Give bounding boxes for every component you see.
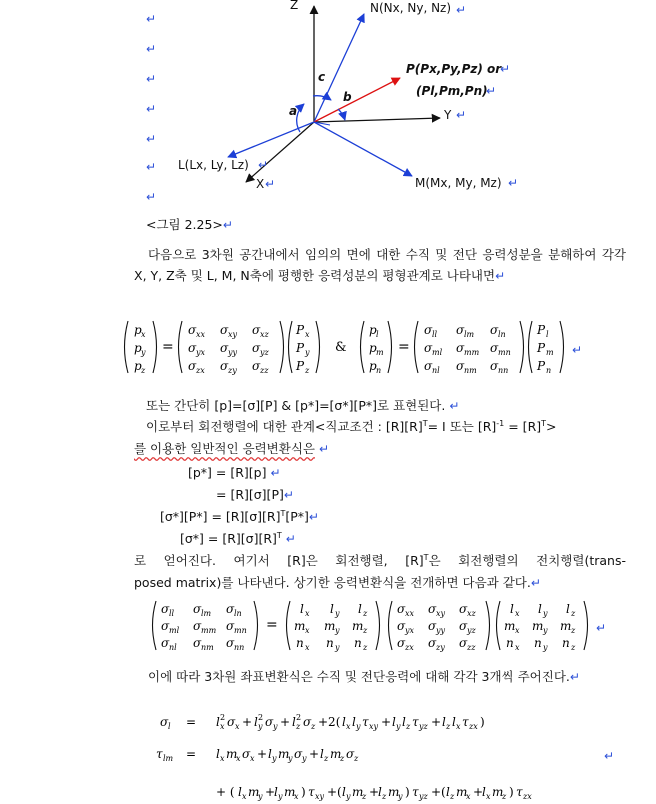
- svg-text:x: x: [305, 643, 310, 652]
- svg-text:n: n: [354, 636, 362, 650]
- svg-text:n: n: [506, 636, 514, 650]
- svg-text:l: l: [292, 715, 296, 729]
- svg-text:y: y: [543, 609, 548, 618]
- svg-text:x: x: [515, 609, 520, 618]
- svg-text:nm: nm: [201, 643, 214, 652]
- z-axis-label: Z: [290, 0, 299, 12]
- svg-text:): ): [301, 785, 306, 799]
- svg-text:ln: ln: [234, 609, 242, 618]
- svg-text:m: m: [330, 747, 342, 761]
- svg-text:P: P: [296, 359, 305, 373]
- return-mark: ↵: [146, 12, 157, 26]
- svg-text:zx: zx: [196, 366, 205, 375]
- svg-text:τ: τ: [412, 785, 419, 799]
- svg-text:l: l: [216, 715, 220, 729]
- svg-text:l: l: [510, 602, 514, 616]
- svg-text:l: l: [392, 715, 396, 729]
- svg-text:xy: xy: [228, 330, 238, 339]
- svg-text:σ: σ: [397, 636, 406, 650]
- svg-text:n: n: [296, 636, 304, 650]
- return-mark: ↵: [456, 108, 467, 122]
- svg-text:lm: lm: [464, 330, 475, 339]
- svg-text:z: z: [571, 626, 576, 635]
- svg-text:z: z: [340, 754, 345, 763]
- svg-text:yz: yz: [419, 722, 428, 731]
- svg-text:z: z: [571, 643, 576, 652]
- svg-text:m: m: [388, 785, 400, 799]
- return-mark: ↵: [508, 176, 519, 190]
- svg-text:z: z: [141, 366, 146, 375]
- svg-text:z: z: [363, 643, 368, 652]
- svg-text:↵: ↵: [596, 621, 607, 635]
- svg-text:=: =: [186, 747, 197, 761]
- svg-text:l: l: [442, 715, 446, 729]
- paragraph-decomposition: 다음으로 3차원 공간내에서 임의의 면에 대한 수직 및 전단 응력성분을 분해하여 각각 X, Y, Z축 및 L, M, N축에 평행한 응력성분의 평형관계로 나타내면↵: [134, 247, 626, 283]
- svg-text:&: &: [335, 340, 347, 355]
- svg-text:σ: σ: [397, 619, 406, 633]
- svg-text:x: x: [236, 754, 241, 763]
- text-rotation-relation: 이로부터 회전행렬에 대한 관계<직교조건 : $[R][R]^T= I$ 또는 $[R]^{-1} = [R]^T>$: [146, 419, 557, 434]
- svg-text:τ: τ: [156, 747, 163, 761]
- svg-text:l: l: [546, 330, 549, 339]
- p-vector-line: [314, 78, 400, 122]
- svg-text:m: m: [560, 619, 572, 633]
- svg-text:n: n: [562, 636, 570, 650]
- svg-text:σ: σ: [161, 636, 170, 650]
- svg-text:y: y: [258, 722, 263, 731]
- svg-text:σ: σ: [490, 341, 499, 355]
- return-mark: ↵: [146, 190, 157, 204]
- svg-text:z: z: [571, 609, 576, 618]
- svg-text:n: n: [326, 636, 334, 650]
- svg-text:ll: ll: [169, 609, 175, 618]
- svg-text:τ: τ: [462, 715, 469, 729]
- svg-text:↵: ↵: [604, 749, 615, 763]
- svg-text:l: l: [274, 785, 278, 799]
- svg-text:σ: σ: [490, 359, 499, 373]
- y-axis-line: [314, 118, 440, 122]
- svg-text:σ: σ: [456, 323, 465, 337]
- svg-text:σ: σ: [242, 747, 251, 761]
- svg-text:x: x: [235, 722, 240, 731]
- svg-text:p: p: [134, 341, 142, 355]
- svg-text:+: +: [309, 747, 320, 761]
- svg-text:ml: ml: [169, 626, 180, 635]
- svg-text:σ: σ: [193, 636, 202, 650]
- svg-text:y: y: [335, 643, 340, 652]
- svg-text:z: z: [446, 722, 451, 731]
- svg-text:y: y: [398, 792, 403, 801]
- svg-text:m: m: [376, 348, 384, 357]
- svg-text:σ: σ: [227, 715, 236, 729]
- svg-text:τ: τ: [308, 785, 315, 799]
- svg-text:l: l: [238, 785, 242, 799]
- svg-text:xz: xz: [260, 330, 269, 339]
- svg-text:zy: zy: [436, 643, 445, 652]
- svg-text:x: x: [305, 330, 310, 339]
- return-mark: ↵: [146, 102, 157, 116]
- return-mark: ↵: [146, 72, 157, 86]
- svg-text:l: l: [320, 747, 324, 761]
- svg-text:l: l: [254, 715, 258, 729]
- svg-text:y: y: [335, 626, 340, 635]
- svg-text:m: m: [532, 619, 544, 633]
- svg-text:zz: zz: [467, 643, 476, 652]
- svg-text:σ: σ: [424, 323, 433, 337]
- svg-text:m: m: [492, 785, 504, 799]
- svg-text:σ: σ: [160, 715, 169, 729]
- svg-text:z: z: [502, 792, 507, 801]
- svg-text:xz: xz: [467, 609, 476, 618]
- formula-sigma-star-p-star: $[\sigma*][P*] = [R][\sigma][R]^T[P*]↵$: [160, 509, 319, 524]
- svg-text:σ: σ: [226, 619, 235, 633]
- svg-text:y: y: [288, 754, 293, 763]
- svg-text:z: z: [362, 792, 367, 801]
- svg-text:y: y: [356, 722, 361, 731]
- svg-text:+: +: [473, 785, 484, 799]
- svg-text:σ: σ: [220, 341, 229, 355]
- svg-text:yz: yz: [419, 792, 428, 801]
- svg-text:xy: xy: [315, 792, 325, 801]
- svg-text:z: z: [363, 626, 368, 635]
- paragraph-rotation-matrix-line2: posed matrix)를 나타낸다. 상기한 응력변환식을 전개하면 다음과 같다.↵: [134, 575, 541, 590]
- svg-text:m: m: [546, 348, 554, 357]
- svg-text:l: l: [378, 785, 382, 799]
- return-mark: ↵: [258, 158, 269, 172]
- paragraph-3d-transform: 이에 따라 3차원 좌표변환식은 수직 및 전단응력에 대해 각각 3개씩 주어진다.↵: [148, 669, 580, 684]
- angle-a-label: a: [289, 104, 298, 118]
- equation-3d-stress-components: [150, 708, 620, 804]
- return-mark: ↵: [146, 132, 157, 146]
- svg-text:P: P: [537, 359, 546, 373]
- svg-text:2: 2: [296, 713, 302, 722]
- svg-text:x: x: [515, 626, 520, 635]
- svg-text:m: m: [352, 785, 364, 799]
- svg-text:y: y: [543, 626, 548, 635]
- svg-text:zx: zx: [523, 792, 532, 801]
- svg-text:): ): [509, 785, 514, 799]
- svg-text:m: m: [248, 785, 260, 799]
- svg-text:p: p: [134, 359, 142, 373]
- svg-text:yz: yz: [467, 626, 476, 635]
- svg-text:σ: σ: [459, 602, 468, 616]
- svg-text:σ: σ: [252, 359, 261, 373]
- svg-text:nn: nn: [234, 643, 245, 652]
- svg-text:m: m: [278, 747, 290, 761]
- svg-text:+: +: [242, 715, 253, 729]
- svg-text:x: x: [294, 792, 299, 801]
- formula-sigma-star: $[\sigma*] = [R][\sigma][R]^T$ ↵: [180, 531, 296, 546]
- svg-text:x: x: [305, 626, 310, 635]
- svg-text:=: =: [186, 715, 197, 729]
- svg-text:σ: σ: [188, 341, 197, 355]
- svg-text:σ: σ: [226, 602, 235, 616]
- svg-text:x: x: [466, 792, 471, 801]
- svg-text:nl: nl: [169, 643, 177, 652]
- stress-axes-figure: [0, 0, 656, 230]
- svg-text:z: z: [311, 722, 316, 731]
- svg-text:nl: nl: [432, 366, 440, 375]
- svg-text:nm: nm: [464, 366, 477, 375]
- svg-text:+(: +(: [327, 785, 342, 799]
- svg-text:P: P: [296, 323, 305, 337]
- svg-text:l: l: [330, 602, 334, 616]
- svg-text:σ: σ: [252, 323, 261, 337]
- svg-text:l: l: [268, 747, 272, 761]
- figure-caption: <그림 2.25>↵: [146, 217, 233, 232]
- svg-text:zx: zx: [405, 643, 414, 652]
- svg-text:zy: zy: [228, 366, 237, 375]
- svg-text:ln: ln: [498, 330, 506, 339]
- svg-text:=: =: [266, 617, 278, 633]
- equation-stress-equilibrium: [120, 318, 610, 378]
- svg-text:P: P: [537, 323, 546, 337]
- svg-text:xx: xx: [405, 609, 415, 618]
- svg-text:+: +: [280, 715, 291, 729]
- l-axis-label: L(Lx, Ly, Lz): [178, 158, 249, 172]
- svg-text:σ: σ: [193, 619, 202, 633]
- svg-text:σ: σ: [428, 602, 437, 616]
- svg-text:σ: σ: [294, 747, 303, 761]
- svg-text:σ: σ: [459, 636, 468, 650]
- svg-text:l: l: [358, 602, 362, 616]
- svg-text:+: +: [381, 715, 392, 729]
- svg-text:+: +: [265, 785, 276, 799]
- svg-text:y: y: [543, 643, 548, 652]
- svg-text:σ: σ: [424, 359, 433, 373]
- svg-text:σ: σ: [456, 341, 465, 355]
- x-axis-label: X: [256, 177, 265, 191]
- svg-text:σ: σ: [220, 323, 229, 337]
- svg-text:+: +: [431, 715, 442, 729]
- svg-text:mn: mn: [498, 348, 511, 357]
- svg-text:2: 2: [220, 713, 226, 722]
- text-general-transform: 를 이용한 일반적인 응력변환식은 ↵: [134, 441, 330, 456]
- svg-text:n: n: [376, 366, 382, 375]
- return-mark: ↵: [456, 3, 467, 17]
- angle-b-arc: [338, 109, 345, 120]
- svg-text:z: z: [406, 722, 411, 731]
- svg-text:p: p: [134, 323, 142, 337]
- svg-text:l: l: [446, 785, 450, 799]
- svg-text:y: y: [302, 754, 307, 763]
- svg-text:m: m: [324, 619, 336, 633]
- x-axis-line: [246, 122, 314, 182]
- svg-text:x: x: [220, 754, 225, 763]
- svg-text:σ: σ: [161, 602, 170, 616]
- svg-text:z: z: [324, 754, 329, 763]
- svg-text:p: p: [369, 323, 377, 337]
- svg-text:↵: ↵: [572, 343, 583, 357]
- svg-text:z: z: [354, 754, 359, 763]
- svg-text:x: x: [220, 722, 225, 731]
- svg-text:2: 2: [258, 713, 264, 722]
- svg-text:τ: τ: [412, 715, 419, 729]
- svg-text:σ: σ: [226, 636, 235, 650]
- l-axis-line: [228, 122, 314, 157]
- svg-text:l: l: [342, 715, 346, 729]
- svg-text:n: n: [534, 636, 542, 650]
- svg-text:y: y: [272, 754, 277, 763]
- svg-text:l: l: [402, 715, 406, 729]
- p-vector-label-line1: P(Px,Py,Pz) or: [406, 62, 502, 76]
- svg-text:xx: xx: [196, 330, 206, 339]
- svg-text:mm: mm: [201, 626, 217, 635]
- paragraph-rotation-matrix-line1: 로 얻어진다. 여기서 [R]은 회전행렬, $[R]^T$은 회전행렬의 전치행렬(trans-: [134, 553, 626, 568]
- svg-text:σ: σ: [424, 341, 433, 355]
- svg-text:y: y: [396, 722, 401, 731]
- svg-text:z: z: [382, 792, 387, 801]
- svg-text:x: x: [346, 722, 351, 731]
- svg-text:σ: σ: [252, 341, 261, 355]
- return-mark: ↵: [486, 84, 497, 98]
- return-mark: ↵: [265, 177, 276, 191]
- svg-text:σ: σ: [346, 747, 355, 761]
- svg-text:xy: xy: [436, 609, 446, 618]
- n-axis-label: N(Nx, Ny, Nz): [370, 1, 452, 15]
- angle-c-label: c: [318, 70, 326, 84]
- svg-text:lm: lm: [201, 609, 212, 618]
- svg-text:): ): [480, 715, 485, 729]
- svg-text:x: x: [242, 792, 247, 801]
- svg-text:z: z: [305, 366, 310, 375]
- return-mark: ↵: [146, 160, 157, 174]
- svg-text:x: x: [486, 792, 491, 801]
- svg-text:σ: σ: [220, 359, 229, 373]
- svg-text:x: x: [305, 609, 310, 618]
- svg-text:=: =: [398, 339, 410, 355]
- svg-text:σ: σ: [193, 602, 202, 616]
- svg-text:x: x: [515, 643, 520, 652]
- svg-text:σ: σ: [397, 602, 406, 616]
- svg-text:yx: yx: [196, 348, 206, 357]
- svg-text:y: y: [273, 722, 278, 731]
- svg-text:p: p: [369, 341, 377, 355]
- svg-text:l: l: [538, 602, 542, 616]
- p-vector-label-line2: (Pl,Pm,Pn): [416, 84, 488, 98]
- return-mark: ↵: [146, 42, 157, 56]
- svg-text:x: x: [250, 754, 255, 763]
- svg-text:m: m: [456, 785, 468, 799]
- formula-r-sigma-p: = [R][σ][P]↵: [216, 487, 294, 502]
- svg-text:ll: ll: [432, 330, 438, 339]
- svg-text:σ: σ: [428, 619, 437, 633]
- svg-text:m: m: [294, 619, 306, 633]
- svg-text:nn: nn: [498, 366, 509, 375]
- svg-text:yz: yz: [260, 348, 269, 357]
- svg-text:z: z: [450, 792, 455, 801]
- svg-text:l: l: [376, 330, 379, 339]
- svg-text:+(: +(: [431, 785, 446, 799]
- svg-text:+ (: + (: [216, 785, 235, 799]
- svg-text:σ: σ: [188, 323, 197, 337]
- text-simple-form: 또는 간단히 [p]=[σ][P] & [p*]=[σ*][P*]로 표현된다. ↵: [146, 398, 460, 413]
- svg-text:y: y: [278, 792, 283, 801]
- svg-text:σ: σ: [456, 359, 465, 373]
- svg-text:y: y: [346, 792, 351, 801]
- y-axis-label: Y: [444, 108, 452, 122]
- svg-text:+2(: +2(: [318, 715, 341, 729]
- svg-text:l: l: [216, 747, 220, 761]
- angle-c-arc: [313, 96, 331, 100]
- svg-text:τ: τ: [362, 715, 369, 729]
- svg-text:xy: xy: [369, 722, 379, 731]
- svg-text:σ: σ: [459, 619, 468, 633]
- svg-text:yx: yx: [405, 626, 415, 635]
- svg-text:ml: ml: [432, 348, 443, 357]
- svg-text:+: +: [257, 747, 268, 761]
- svg-text:l: l: [482, 785, 486, 799]
- svg-text:p: p: [369, 359, 377, 373]
- formula-p-star: [p*] = [R][p] ↵: [188, 465, 281, 480]
- svg-text:m: m: [284, 785, 296, 799]
- m-axis-line: [314, 122, 412, 176]
- svg-text:zz: zz: [260, 366, 269, 375]
- return-mark: ↵: [500, 62, 511, 76]
- svg-text:l: l: [352, 715, 356, 729]
- svg-text:σ: σ: [161, 619, 170, 633]
- svg-text:l: l: [300, 602, 304, 616]
- svg-text:l: l: [566, 602, 570, 616]
- svg-text:lm: lm: [163, 754, 174, 763]
- svg-text:): ): [405, 785, 410, 799]
- svg-text:mn: mn: [234, 626, 247, 635]
- svg-text:yy: yy: [228, 348, 238, 357]
- svg-text:yy: yy: [436, 626, 446, 635]
- svg-text:l: l: [452, 715, 456, 729]
- svg-text:n: n: [546, 366, 552, 375]
- angle-b-label: b: [343, 90, 352, 104]
- svg-text:m: m: [504, 619, 516, 633]
- svg-text:y: y: [335, 609, 340, 618]
- n-axis-line: [314, 14, 364, 122]
- svg-text:=: =: [162, 339, 174, 355]
- svg-text:y: y: [258, 792, 263, 801]
- svg-text:zx: zx: [469, 722, 478, 731]
- svg-text:m: m: [226, 747, 238, 761]
- svg-text:P: P: [296, 341, 305, 355]
- m-axis-label: M(Mx, My, Mz): [415, 176, 502, 190]
- svg-text:τ: τ: [516, 785, 523, 799]
- svg-text:l: l: [342, 785, 346, 799]
- svg-text:x: x: [141, 330, 146, 339]
- svg-text:P: P: [537, 341, 546, 355]
- svg-text:m: m: [352, 619, 364, 633]
- svg-text:σ: σ: [303, 715, 312, 729]
- svg-text:σ: σ: [428, 636, 437, 650]
- svg-text:y: y: [141, 348, 146, 357]
- svg-text:y: y: [305, 348, 310, 357]
- svg-text:mm: mm: [464, 348, 480, 357]
- svg-text:+: +: [369, 785, 380, 799]
- svg-text:σ: σ: [265, 715, 274, 729]
- equation-stress-transform-matrix: [148, 598, 618, 654]
- svg-text:l: l: [168, 722, 171, 731]
- svg-text:z: z: [363, 609, 368, 618]
- svg-text:σ: σ: [188, 359, 197, 373]
- svg-text:x: x: [456, 722, 461, 731]
- svg-text:σ: σ: [490, 323, 499, 337]
- svg-text:z: z: [296, 722, 301, 731]
